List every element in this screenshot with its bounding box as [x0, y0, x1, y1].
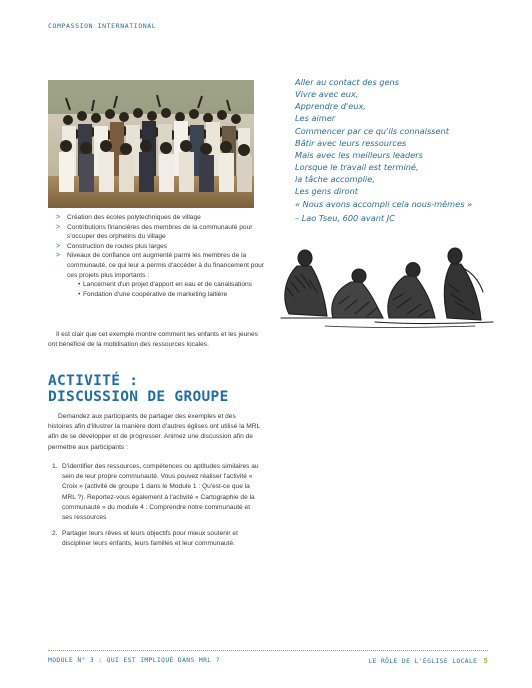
activity-title: ACTIVITÉ : DISCUSSION DE GROUPE — [48, 373, 229, 405]
summary-paragraph: Il est clair que cet exemple montre comment les enfants et les jeunes ont bénéficié de la mobilisation des ressources locales. — [48, 331, 258, 349]
footer-section-title: LE RÔLE DE L'ÉGLISE LOCALE 5 — [368, 657, 488, 665]
step-item: 1. D'identifier des ressources, compétences ou aptitudes similaires au sein de leur propre communauté. Vous pouvez réaliser l'activité « Croix » (activité de groupe 1 dans le Module 1 : Qu'est-ce que la MRL ?). Reportez-vous également à l'activité « Cartographie de la communauté » du module 4 : Comprendre notre communauté et ses ressources — [52, 463, 259, 522]
kneeling-figures-illustration — [275, 238, 497, 338]
poem-line: Lorsque le travail est terminé, — [295, 162, 419, 173]
group-photo — [48, 80, 254, 208]
sub-list-item: • Fondation d'une coopérative de marketing laitière — [78, 290, 228, 298]
sub-list-item: • Lancement d'un projet d'apport en eau et de canalisations — [78, 281, 252, 289]
poem-line: Apprendre d'eux, — [295, 101, 366, 112]
poem-attribution: – Lao Tseu, 600 avant JC — [295, 212, 395, 223]
poem-line: Vivre avec eux, — [295, 89, 359, 100]
chevron-right-icon: > — [56, 242, 61, 250]
chevron-right-icon: > — [56, 214, 61, 221]
chevron-right-icon: > — [56, 252, 61, 260]
footer-divider — [48, 650, 488, 651]
poem-line: la tâche accomplie, — [295, 174, 375, 185]
chevron-right-icon: > — [56, 223, 61, 231]
poem-line: « Nous avons accompli cela nous-mêmes » — [295, 198, 473, 209]
bullet-icon: • — [78, 290, 81, 298]
list-item: > Construction de routes plus larges — [56, 242, 168, 250]
activity-steps — [48, 462, 260, 556]
list-item: > Création des écoles polytechniques de village — [56, 214, 201, 221]
activity-intro: Demandez aux participants de partager des exemples et des histoires afin d'illustrer la manière dont d'autres églises ont utilisé la MRL afin de se développer et de progresser. Animez une discussion afin de permettre aux participants : — [48, 413, 260, 451]
poem-line: Les gens diront — [295, 186, 359, 197]
poem-line: Mais avec les meilleurs leaders — [295, 149, 423, 160]
list-item: > Niveaux de confiance ont augmenté parmi les membres de la communauté, ce qui leur a permis d'accéder à du financement pour ces projets plus importants : • Lancement d'un projet d'apport en eau et de canalisations • Fondation d'une coopérative de marketing laitière — [56, 252, 264, 298]
poem-line: Commencer par ce qu'ils connaissent — [295, 125, 449, 136]
bullet-icon: • — [78, 281, 81, 289]
step-item: 2. Partager leurs rêves et leurs objectifs pour mieux soutenir et discipliner leurs enfants, leurs familles et leur communauté. — [52, 530, 238, 548]
running-header: COMPASSION INTERNATIONAL — [48, 22, 157, 30]
list-item: > Contributions financières des membres de la communauté pour s'occuper des orphelins du village — [56, 223, 253, 241]
outcomes-list — [56, 213, 264, 299]
poem-line: Bâtir avec leurs ressources — [295, 137, 407, 148]
poem-quote — [295, 76, 495, 224]
page-number: 5 — [483, 657, 488, 665]
poem-line: Aller au contact des gens — [295, 77, 399, 87]
poem-line: Les aimer — [295, 113, 336, 124]
footer-module-title: MODULE N° 3 : QUI EST IMPLIQUÉ DANS MRL ? — [48, 657, 220, 664]
